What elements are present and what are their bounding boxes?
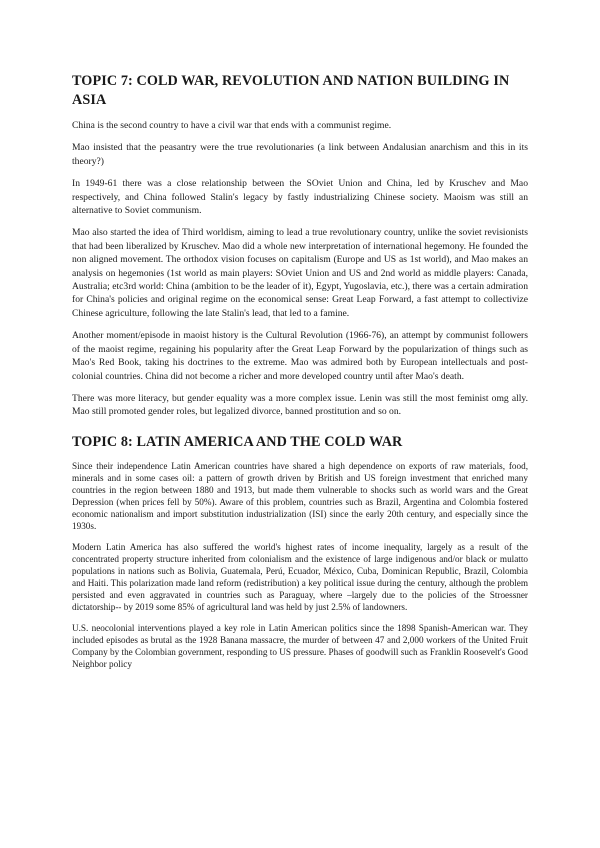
document-body	[72, 72, 528, 670]
topic7-paragraph-4: Mao also started the idea of Third worldism, aiming to lead a true revolutionary country, unlike the soviet revisionists that had been liberalized by Kruschev. Mao did a whole new interpretation of international hegemony. He founded the non aligned movement. The orthodox vision focuses on capitalism (Europe and US as 1st world), and Mao makes an analysis on hegemonies (1st world as main players: SOviet Union and US and 2nd world as middle players: Canada, Australia; etc3rd world: China (ambition to be the leader of it), Egypt, Yugoslavia, etc.), there was a certain admiration for China's policies and original regime on the economical sense: Great Leap Forward, a fast attempt to collectivize Chinese agriculture, following the late Stalin's lead, that led to a famine.	[72, 227, 528, 319]
topic7-paragraph-5: Another moment/episode in maoist history is the Cultural Revolution (1966-76), an attempt by communist followers of the maoist regime, regaining his popularity after the Great Leap Forward by the popularization of things such as Mao's Red Book, taking his doctrines to the extreme. Mao was admired both by European intellectuals and post-colonial countries. China did not become a richer and more developed country until after Mao's death.	[72, 330, 528, 382]
topic8-paragraph-1: Since their independence Latin American countries have shared a high dependence on exports of raw materials, food, minerals and in some cases oil: a pattern of growth driven by British and US foreign investment that enriched many countries in the region between 1880 and 1913, but made them vulnerable to shocks such as world wars and the Great Depression (when prices fell by 50%). Aware of this problem, countries such as Brazil, Argentina and Colombia fostered economic nationalism and import substitution industrialization (ISI) since the early 20th century, and especially since the 1930s.	[72, 461, 528, 532]
topic7-paragraph-6: There was more literacy, but gender equality was a more complex issue. Lenin was still the most feminist omg ally. Mao still promoted gender roles, but legalized divorce, banned prostitution and so on.	[72, 392, 528, 418]
topic7-paragraph-1: China is the second country to have a civil war that ends with a communist regime.	[72, 120, 392, 131]
topic8-paragraph-3: U.S. neocolonial interventions played a key role in Latin American politics since the 1898 Spanish-American war. They included episodes as brutal as the 1928 Banana massacre, the murder of between 47 and 2,000 workers of the United Fruit Company by the Colombian government, responding to US pressure. Phases of goodwill such as Franklin Roosevelt's Good Neighbor policy	[72, 623, 528, 670]
topic8-heading: TOPIC 8: LATIN AMERICA AND THE COLD WAR	[72, 433, 403, 450]
topic8-paragraph-2: Modern Latin America has also suffered the world's highest rates of income inequality, largely as a result of the concentrated property structure inherited from colonialism and the existence of large indigenous and/or black or mulatto populations in nations such as Bolivia, Guatemala, Perú, Ecuador, México, Cuba, Dominican Republic, Brazil, Colombia and Haiti. This polarization made land reform (redistribution) a key political issue during the century, although the problem persisted and even aggravated in countries such as Paraguay, where –largely due to the policies of the Stroessner dictatorship-- by 2019 some 85% of agricultural land was held by just 2.5% of landowners.	[72, 542, 528, 613]
topic7-paragraph-2: Mao insisted that the peasantry were the true revolutionaries (a link between Andalusian anarchism and this in its theory?)	[72, 142, 528, 167]
topic7-paragraph-3: In 1949-61 there was a close relationship between the SOviet Union and China, led by Kruschev and Mao respectively, and China followed Stalin's legacy by fastly industrializing Chinese society. Maoism was still an alternative to Soviet communism.	[72, 178, 528, 217]
topic7-heading: TOPIC 7: COLD WAR, REVOLUTION AND NATION BUILDING IN ASIA	[72, 73, 510, 108]
